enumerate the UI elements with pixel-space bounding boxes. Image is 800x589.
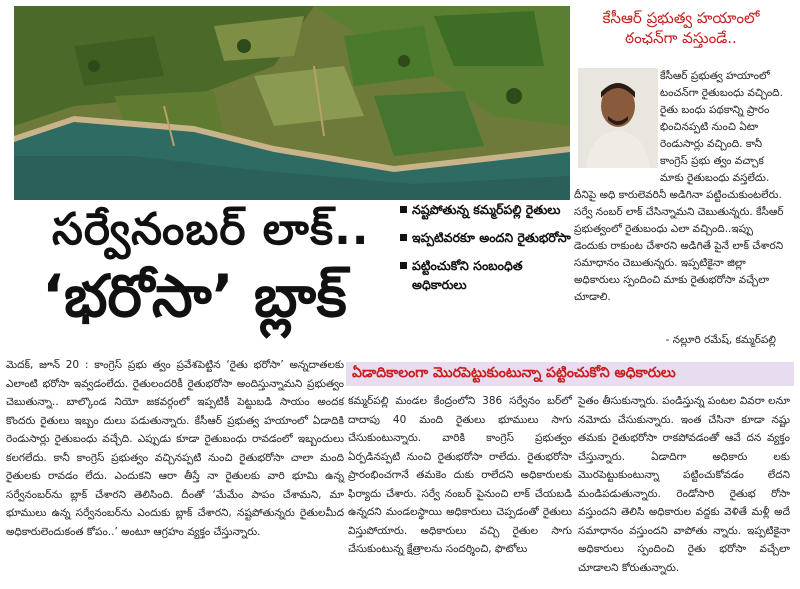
middle-column-text: కమ్మర్‌పల్లి మండల కేంద్రంలోని 386 సర్వేనం బర్‌లో దాదాపు 40 మంది రైతులు భూములు సాగు చేసుకుంటున్నారు. వారికి కాంగ్రెస్ ప్రభుత్వం ఏర్పడినప్పటి నుంచి రైతుభరోసా రాలేదు. రైతుభరోసా ప్రారంభించగానే తమకెం దుకు రాలేదని అధికారులకు ఫిర్యాదు చేశారు. సర్వే నంబర్ పైనుంచి లాక్ చేయబడి ఉన్నదని మండలస్థాయి అధికారులు చెప్పడంతో రైతులు విస్తుపోయారు. అధికారులు వచ్చి రైతుల సాగు చేసుకుంటున్న క్షేత్రాలను సందర్శించి, ఫొటోలు xyxy=(348,395,572,555)
bullet-text: నష్టపోతున్న కమ్మర్‌పల్లి రైతులు xyxy=(412,202,561,217)
headline-line1: సర్వేనంబర్ లాక్.. xyxy=(52,204,370,255)
highlight-bullets xyxy=(400,200,576,303)
bullet-text: పట్టించుకోని సంబంధిత అధికారులు xyxy=(412,258,523,292)
bullet-item xyxy=(400,200,576,219)
bullet-square-icon xyxy=(400,206,407,213)
farmer-portrait-photo xyxy=(578,68,658,168)
bullet-item xyxy=(400,228,576,247)
article-body-right xyxy=(578,392,790,577)
subheading: ఏడాదికాలంగా మొరపెట్టుకుంటున్నా పట్టించుకోని అధికారులు xyxy=(352,365,676,381)
quote-signature: - నల్లూరి రమేష్, కమ్మర్‌పల్లి xyxy=(665,334,776,346)
quote-title-line1: కేసీఆర్ ప్రభుత్వ హయాంలో xyxy=(602,9,760,27)
aerial-farmland-photo xyxy=(14,6,570,200)
left-column-text: మెదక్, జూన్ 20 : కాంగ్రెస్ ప్రభు త్వం ప్రవేశపెట్టిన ‘రైతు భరోసా’ అన్నదాతలకు ఎలాంటి భరోసా ఇవ్వడంలేదు. రైతులందరికీ రైతుభరోసా అందిస్తున్నామని ప్రభుత్వం చెబుతున్నా.. బాల్కొండ నియో జకవర్గంలో ఇప్పటికీ పెట్టుబడి సాయం అందక కొందరు రైతులు ఇబ్బం దులు పడుతున్నారు. కేసీఆర్ ప్రభుత్వ హయాంలో ఏడాదికి రెండుసార్లు రైతుబంధు వచ్చేది. ఎప్పుడు కూడా రైతుబంధు రావడంలో ఇబ్బందులు కలగలేదు. కానీ కాంగ్రెస్ ప్రభుత్వం వచ్చినప్పటి నుంచి రైతుభరోసా చాలా మంది రైతులకు రావడం లేదు. ఎందుకని ఆరా తీస్తే నా రైతులకు వారి భూమి ఉన్న సర్వేనంబర్‌ను బ్లాక్ చేశారని తెలిసింది. దీంతో ‘మేమేం పాపం చేశామని, మా భూములు ఉన్న సర్వేనంబర్‌ను ఎందుకు బ్లాక్ చేశారని, నష్టపోతున్నరు రైతులమీద అధికారులెందుకంత కోపం..’ అంటూ ఆగ్రహం వ్యక్తం చేస్తున్నారు. xyxy=(6,359,344,538)
bullet-square-icon xyxy=(400,262,407,269)
article-body-left xyxy=(6,356,344,541)
right-column-text: సైతం తీసుకున్నారు. పండిస్తున్న పంటల వివరా లనూ నమోదు చేసుకున్నారు. ఇంత చేసినా కూడా నష్టు తమకు రైతుభరోసా రాకపోవడంతో ఆవే దన వ్యక్తం చేస్తున్నారు. ఏడాదిగా అధికారు లకు మొరపెట్టుకుంటున్నా పట్టించుకోవడం లేదని మండిపడుతున్నారు. రెండోసారి రైతుభ రోసా వస్తుందని తెలిసి అధికారుల వద్దకు వెళితే మళ్లీ అదే సమాధానం వస్తుందని వాపోతు న్నారు. ఇప్పటికైనా అధికారులు స్పందించి రైతు భరోసా వచ్చేలా చూడాలని కోరుతున్నారు. xyxy=(578,395,790,574)
farmer-portrait-graphic xyxy=(578,68,658,168)
article-body-middle xyxy=(348,392,572,559)
bullet-square-icon xyxy=(400,234,407,241)
bullet-text: ఇప్పటివరకూ అందని రైతుభరోసా xyxy=(412,230,571,245)
bullet-item xyxy=(400,256,576,294)
quote-title-line2: ఠంఛన్‌గా వస్తుండే.. xyxy=(625,29,737,47)
aerial-photo-graphic xyxy=(14,6,570,200)
headline-line2: ‘భరోసా’ బ్లాక్ xyxy=(42,262,347,330)
quote-title xyxy=(574,4,788,48)
quote-body: కేసీఆర్ ప్రభుత్వ హయాంలో టంచన్‌గా రైతుబంధు వచ్చింది. రైతు బంధు పథకాన్ని ప్రారం భించినప్పటి నుంచి ఏటా రెండుసార్లు వచ్చింది. కానీ కాంగ్రెస్ ప్రభు త్వం వచ్చాక మాకు రైతుబంధు వస్తలేదు. దీనిపై అధి కారులెవరినీ అడిగినా పట్టించుకుంటలేరు. సర్వే నంబర్ లాక్ చేసిన్నామని చెబుతున్నరు. కేసీఆర్ ప్రభుత్వంలో రైతుబంధు ఎలా వచ్చింది..ఇప్పు డెందుకు రాకుంట చేశారని అడిగితే పైనే లాక్ చేశారని సమాధానం చెబుతున్నరు. ఇప్పటికైనా జిల్లా అధికారులు స్పందించి మాకు రైతుభరోసా వచ్చేలా చూడాలి. xyxy=(574,70,784,303)
farmer-quote-box xyxy=(574,4,788,354)
